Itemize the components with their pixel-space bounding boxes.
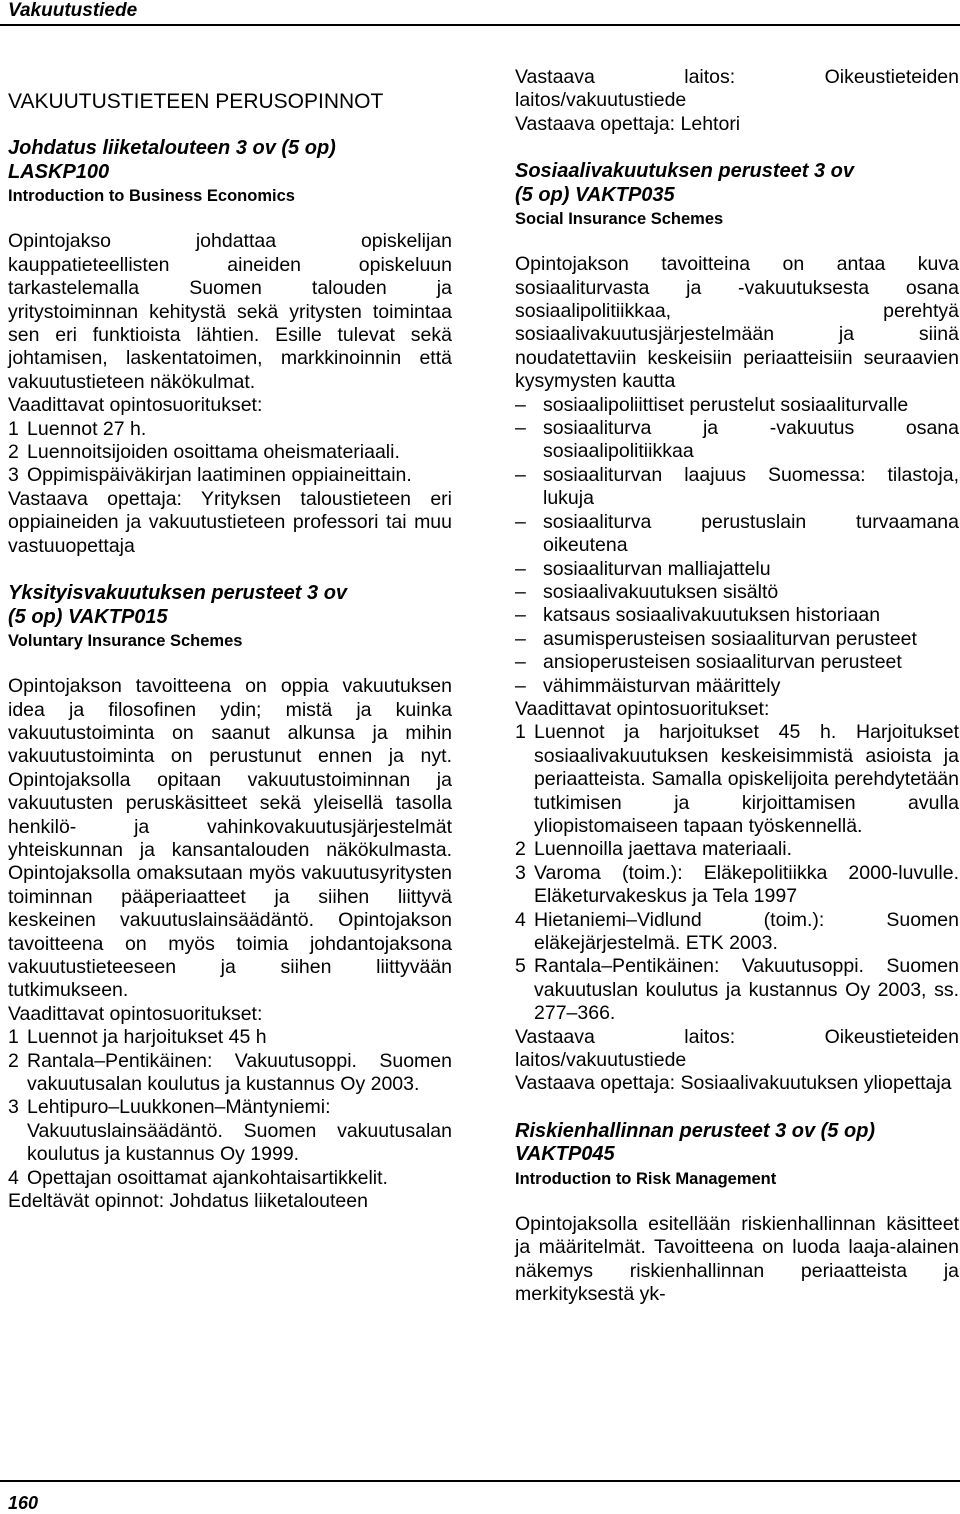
- continued-course-info: [515, 66, 959, 136]
- department-value: Oikeustieteiden laitos/vakuutustiede: [515, 66, 959, 112]
- course-code: (5 op) VAKTP035: [515, 183, 675, 206]
- course-description: Opintojaksolla esitellään riskienhallinnan käsitteet ja määritelmät. Tavoitteena on luoda laaja-alainen näkemys riskienhallinnan periaatteista ja merkityksestä yk-: [515, 1212, 959, 1306]
- list-item: 2 Luennoitsijoiden osoittama oheismateriaali.: [8, 441, 400, 464]
- course-riskienhallinta: [515, 1120, 959, 1307]
- course-title: Yksityisvakuutuksen perusteet 3 ov: [8, 582, 348, 605]
- responsible-department: [515, 1026, 959, 1073]
- course-description: Opintojakso johdattaa opiskelijan kauppatieteellisten aineiden opiskeluun tarkastelemalla Suomen talouden ja yritystoiminnan kehitystä sekä yritysten toimintaa sen eri funktioista lähtien. Esille tulevat sekä johtamisen, laskentatoimen, markkinoinnin että vakuutustieteen näkökulmat.: [8, 230, 452, 393]
- course-title: Sosiaalivakuutuksen perusteet 3 ov: [515, 160, 855, 183]
- teacher-value: Lehtori: [680, 112, 741, 135]
- list-item: 1 Luennot 27 h.: [8, 417, 147, 440]
- course-description: Opintojakson tavoitteena on oppia vakuutuksen idea ja filosofinen ydin; mistä ja kuinka vakuutustoiminta on saanut alkunsa ja mihin vakuutustoiminta on perustunut ennen ja nyt. Opintojaksolla opitaan vakuutustoiminnan ja vakuutusten peruskäsitteet sekä yleisellä tasolla henkilö- ja vahinkovakuutusjärjestelmät yhteiskunnan ja kansantalouden näkökulmasta. Opintojaksolla omaksutaan myös vakuutusyritysten toiminnan pääperiaatteet ja siihen liittyvä keskeinen vakuutuslainsäädäntö. Opintojakson tavoitteena on myös toimia johdantojaksona vakuutustieteeseen ja siihen liittyvään tutkimukseen.: [8, 675, 452, 1002]
- department-label: Vastaava laitos:: [515, 66, 736, 88]
- list-item: 1 Luennot ja harjoitukset 45 h: [8, 1026, 267, 1049]
- requirements-list: [8, 1026, 452, 1190]
- list-item: 4 Hietaniemi–Vidlund (toim.): Suomen eläkejärjestelmä. ETK 2003.: [515, 908, 959, 954]
- requirements-list: [515, 721, 959, 1025]
- responsible-teacher: [515, 1072, 959, 1095]
- requirements-list: [8, 418, 452, 488]
- list-item: – sosiaaliturvan malliajattelu: [515, 557, 771, 580]
- course-johdatus: [8, 137, 452, 558]
- page-number: 160: [8, 1493, 39, 1513]
- running-header: Vakuutustiede: [8, 0, 138, 21]
- list-item: 3 Varoma (toim.): Eläkepolitiikka 2000-luvulle. Eläketurvakeskus ja Tela 1997: [515, 861, 959, 908]
- list-item: – ansioperusteisen sosiaaliturvan perusteet: [515, 651, 902, 674]
- course-title: Johdatus liiketalouteen 3 ov (5 op): [8, 137, 336, 160]
- list-item: – sosiaaliturva ja -vakuutus osana sosiaalipolitiikkaa: [515, 417, 959, 463]
- list-item: – katsaus sosiaalivakuutuksen historiaan: [515, 604, 881, 627]
- teacher-label: Vastaava opettaja:: [515, 112, 676, 135]
- header-rule: [0, 24, 960, 26]
- prereq-label: Edeltävät opinnot:: [8, 1190, 165, 1213]
- list-item: – sosiaalipoliittiset perustelut sosiaaliturvalle: [515, 393, 909, 416]
- responsible-teacher: [8, 488, 452, 558]
- course-yksityisvakuutus: [8, 582, 452, 1213]
- teacher-value: Yrityksen taloustieteen eri oppiaineiden ja vakuutustieteen professori tai muu vastuuopettaja: [8, 487, 452, 557]
- section-title: VAKUUTUSTIETEEN PERUSOPINNOT: [8, 90, 384, 113]
- course-subtitle: Introduction to Business Economics: [8, 187, 295, 206]
- list-item: 2 Rantala–Pentikäinen: Vakuutusoppi. Suomen vakuutusalan koulutus ja kustannus Oy 2003.: [8, 1049, 452, 1095]
- responsible-teacher: [515, 113, 959, 136]
- course-code: (5 op) VAKTP015: [8, 605, 168, 628]
- list-item: – sosiaalivakuutuksen sisältö: [515, 580, 779, 603]
- prerequisites: [8, 1190, 452, 1213]
- course-subtitle: Introduction to Risk Management: [515, 1169, 777, 1188]
- course-description: Opintojakson tavoitteina on antaa kuva sosiaaliturvasta ja -vakuutuksesta osana sosiaalipolitiikkaa, perehtyä sosiaalivakuutusjärjestelmään ja siinä noudatettaviin keskeisiin periaatteisiin seuraavien kysymysten kautta: [515, 253, 959, 393]
- list-item: – vähimmäisturvan määrittely: [515, 674, 781, 697]
- teacher-value: Sosiaalivakuutuksen yliopettaja: [680, 1072, 952, 1095]
- requirements-label: Vaadittavat opintosuoritukset:: [8, 394, 263, 417]
- course-code: VAKTP045: [515, 1143, 615, 1166]
- teacher-label: Vastaava opettaja:: [8, 487, 182, 510]
- course-code: LASKP100: [8, 160, 110, 183]
- department-value: Oikeustieteiden laitos/vakuutustiede: [515, 1025, 959, 1072]
- left-column: [8, 66, 452, 1213]
- course-subtitle: Social Insurance Schemes: [515, 210, 724, 229]
- list-item: – sosiaaliturvan laajuus Suomessa: tilastoja, lukuja: [515, 463, 959, 510]
- prereq-value: Johdatus liiketalouteen: [169, 1190, 368, 1213]
- list-item: 3 Lehtipuro–Luukkonen–Mäntyniemi: Vakuutuslainsäädäntö. Suomen vakuutusalan koulutus ja kustannus Oy 1999.: [8, 1096, 452, 1166]
- list-item: 5 Rantala–Pentikäinen: Vakuutusoppi. Suomen vakuutuslan koulutus ja kustannus Oy 2003, ss. 277–366.: [515, 955, 959, 1025]
- department-label: Vastaava laitos:: [515, 1025, 736, 1048]
- list-item: 4 Opettajan osoittamat ajankohtaisartikkelit.: [8, 1166, 388, 1189]
- topics-list: [515, 394, 959, 698]
- course-subtitle: Voluntary Insurance Schemes: [8, 632, 243, 651]
- responsible-department: [515, 66, 959, 113]
- right-column: [515, 66, 959, 1306]
- teacher-label: Vastaava opettaja:: [515, 1072, 676, 1095]
- list-item: – asumisperusteisen sosiaaliturvan perusteet: [515, 627, 917, 650]
- footer-rule: [0, 1480, 960, 1482]
- list-item: 3 Oppimispäiväkirjan laatiminen oppiaineittain.: [8, 464, 412, 487]
- requirements-label: Vaadittavat opintosuoritukset:: [515, 697, 770, 720]
- course-sosiaalivakuutus: [515, 160, 959, 1096]
- list-item: – sosiaaliturva perustuslain turvaamana oikeutena: [515, 510, 959, 557]
- course-title: Riskienhallinnan perusteet 3 ov (5 op): [515, 1119, 876, 1142]
- list-item: 1 Luennot ja harjoitukset 45 h. Harjoitukset sosiaalivakuutuksen keskeisimmistä asioista ja periaatteista. Samalla opiskelijoita perehdytetään tutkimisen ja kirjoittamisen avulla yliopistomaiseen tapaan työskennellä.: [515, 721, 959, 837]
- requirements-label: Vaadittavat opintosuoritukset:: [8, 1002, 263, 1025]
- list-item: 2 Luennoilla jaettava materiaali.: [515, 838, 792, 861]
